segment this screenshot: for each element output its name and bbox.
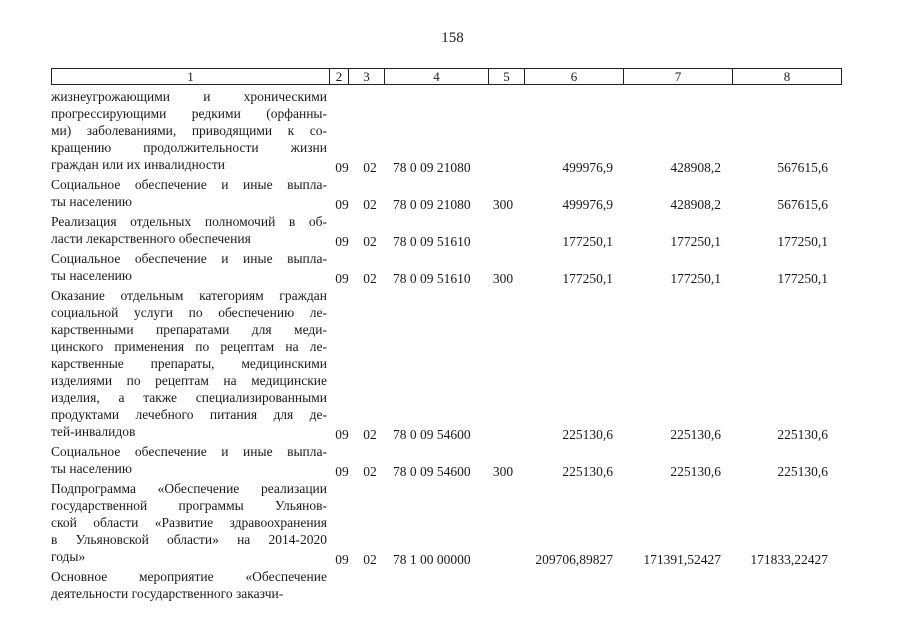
row-value-col7: 428908,2 xyxy=(670,197,721,212)
row-value-col7: 225130,6 xyxy=(670,427,721,442)
row-subsection-code: 02 xyxy=(363,464,377,479)
header-col-2: 2 xyxy=(329,68,349,85)
row-subsection-code: 02 xyxy=(363,427,377,442)
row-value-col8: 567615,6 xyxy=(777,197,828,212)
row-section-code: 09 xyxy=(335,197,349,212)
row-value-col7: 428908,2 xyxy=(670,160,721,175)
row-section-code: 09 xyxy=(335,271,349,286)
row-section-code: 09 xyxy=(335,160,349,175)
row-value-col7: 177250,1 xyxy=(670,234,721,249)
row-target-article: 78 0 09 21080 xyxy=(393,160,471,175)
header-col-3: 3 xyxy=(348,68,385,85)
row-name-line: Основное мероприятие «Обеспечение xyxy=(51,569,327,584)
row-value-col8: 225130,6 xyxy=(777,464,828,479)
row-value-col7: 225130,6 xyxy=(670,464,721,479)
row-target-article: 78 0 09 21080 xyxy=(393,197,471,212)
row-value-col6: 499976,9 xyxy=(562,197,613,212)
row-section-code: 09 xyxy=(335,464,349,479)
row-value-col8: 177250,1 xyxy=(777,234,828,249)
row-subsection-code: 02 xyxy=(363,552,377,567)
row-name-line: деятельности государственного заказчи- xyxy=(51,586,284,601)
row-name-line: годы» xyxy=(51,549,86,564)
row-name-line: ской области «Развитие здравоохранения xyxy=(51,515,327,530)
row-name-line: Социальное обеспечение и иные выпла- xyxy=(51,177,327,192)
row-name-line: цинского применения по рецептам на ле- xyxy=(51,339,327,354)
row-value-col7: 171391,52427 xyxy=(643,552,721,567)
row-target-article: 78 0 09 51610 xyxy=(393,234,471,249)
row-name-line: Оказание отдельным категориям граждан xyxy=(51,288,327,303)
row-name-line: изделиями по рецептам на медицинские xyxy=(51,373,327,388)
row-value-col8: 567615,6 xyxy=(777,160,828,175)
row-subsection-code: 02 xyxy=(363,160,377,175)
row-subsection-code: 02 xyxy=(363,234,377,249)
header-col-5: 5 xyxy=(488,68,525,85)
row-name-line: Реализация отдельных полномочий в об- xyxy=(51,214,327,229)
row-name-line: кращению продолжительности жизни xyxy=(51,140,327,155)
row-target-article: 78 0 09 51610 xyxy=(393,271,471,286)
row-name-line: в Ульяновской области» на 2014-2020 xyxy=(51,532,327,547)
row-name-line: государственной программы Ульянов- xyxy=(51,498,327,513)
row-name-line: ласти лекарственного обеспечения xyxy=(51,231,251,246)
row-name-line: тей-инвалидов xyxy=(51,424,136,439)
row-expense-type: 300 xyxy=(492,271,514,286)
row-subsection-code: 02 xyxy=(363,271,377,286)
row-name-line: жизнеугрожающими и хроническими xyxy=(51,89,327,104)
row-name-line: ты населению xyxy=(51,461,132,476)
row-name-line: ты населению xyxy=(51,268,132,283)
row-value-col7: 177250,1 xyxy=(670,271,721,286)
row-name-line: социальной услуги по обеспечению ле- xyxy=(51,305,327,320)
row-name-line: граждан или их инвалидности xyxy=(51,157,225,172)
row-value-col6: 177250,1 xyxy=(562,271,613,286)
page-number: 158 xyxy=(441,30,464,46)
row-value-col8: 225130,6 xyxy=(777,427,828,442)
row-subsection-code: 02 xyxy=(363,197,377,212)
header-col-4: 4 xyxy=(384,68,489,85)
header-col-7: 7 xyxy=(623,68,733,85)
row-target-article: 78 0 09 54600 xyxy=(393,464,471,479)
header-col-8: 8 xyxy=(732,68,842,85)
row-name-line: прогрессирующими редкими (орфанны- xyxy=(51,106,327,121)
header-col-1: 1 xyxy=(51,68,330,85)
row-section-code: 09 xyxy=(335,427,349,442)
row-value-col8: 177250,1 xyxy=(777,271,828,286)
row-name-line: изделия, а также специализированными xyxy=(51,390,327,405)
row-name-line: карственными препаратами для меди- xyxy=(51,322,327,337)
row-name-line: карственные препараты, медицинскими xyxy=(51,356,327,371)
row-expense-type: 300 xyxy=(492,197,514,212)
row-value-col6: 209706,89827 xyxy=(535,552,613,567)
row-section-code: 09 xyxy=(335,234,349,249)
row-value-col6: 225130,6 xyxy=(562,464,613,479)
row-value-col6: 499976,9 xyxy=(562,160,613,175)
row-name-line: Социальное обеспечение и иные выпла- xyxy=(51,251,327,266)
row-target-article: 78 0 09 54600 xyxy=(393,427,471,442)
row-name-line: ты населению xyxy=(51,194,132,209)
header-col-6: 6 xyxy=(524,68,624,85)
row-target-article: 78 1 00 00000 xyxy=(393,552,471,567)
row-section-code: 09 xyxy=(335,552,349,567)
row-name-line: Социальное обеспечение и иные выпла- xyxy=(51,444,327,459)
row-expense-type: 300 xyxy=(492,464,514,479)
row-name-line: ми) заболеваниями, приводящими к со- xyxy=(51,123,327,138)
row-name-line: Подпрограмма «Обеспечение реализации xyxy=(51,481,327,496)
row-value-col6: 177250,1 xyxy=(562,234,613,249)
row-value-col6: 225130,6 xyxy=(562,427,613,442)
row-value-col8: 171833,22427 xyxy=(750,552,828,567)
row-name-line: продуктами лечебного питания для де- xyxy=(51,407,327,422)
